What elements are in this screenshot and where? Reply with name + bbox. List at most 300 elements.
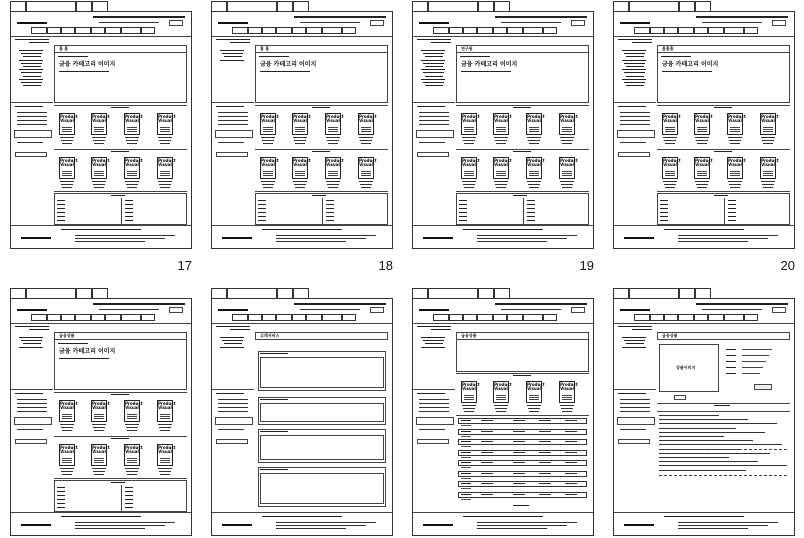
list-row[interactable] [258,212,266,213]
side-menu-item[interactable] [421,60,445,61]
product-thumbnail[interactable] [493,113,512,135]
product-thumbnail[interactable] [760,113,779,135]
product-thumbnail[interactable] [59,157,78,179]
side-menu-item[interactable] [224,343,242,344]
tab-home[interactable] [412,1,428,11]
side-menu-item[interactable] [19,347,43,348]
side-menu-item[interactable] [224,56,242,57]
list-row[interactable] [258,216,266,217]
footer-logo [624,237,654,239]
product-thumbnail[interactable] [91,157,110,179]
product-row[interactable] [458,481,587,487]
detail-text [659,415,719,416]
product-thumbnail[interactable] [157,113,176,135]
nav-item[interactable] [523,314,543,321]
form-textarea[interactable] [260,403,384,422]
nav-item[interactable] [650,27,664,34]
side-menu-item[interactable] [220,337,244,338]
product-thumbnail[interactable] [292,157,311,179]
nav-item[interactable] [47,314,61,321]
top-utility-line [294,16,386,18]
tab-breadcrumb[interactable] [26,288,76,298]
nav-item[interactable] [47,27,61,34]
nav-item[interactable] [650,314,664,321]
form-textarea[interactable] [260,357,384,388]
tab-breadcrumb[interactable] [629,1,679,11]
tab-breadcrumb[interactable] [629,288,679,298]
tab-extra[interactable] [494,288,510,298]
nav-item[interactable] [121,314,141,321]
list-row[interactable] [660,216,668,217]
side-text [620,403,650,404]
side-menu-item[interactable] [19,337,43,338]
list-row[interactable] [459,216,467,217]
nav-item[interactable] [708,27,724,34]
list-row[interactable] [57,499,65,500]
list-row[interactable] [527,216,535,217]
side-menu-item[interactable] [220,347,244,348]
product-row[interactable] [458,471,587,477]
search-box[interactable] [169,307,183,313]
list-row[interactable] [125,487,133,488]
list-row[interactable] [326,212,334,213]
list-row[interactable] [258,200,266,201]
list-row[interactable] [57,208,65,209]
nav-item[interactable] [543,314,557,321]
spec-value [742,361,766,362]
product-row[interactable] [458,460,587,466]
product-thumbnail[interactable] [124,113,143,135]
side-menu-item[interactable] [220,50,244,51]
list-row[interactable] [728,220,736,221]
nav-item[interactable] [433,27,449,34]
side-menu-item[interactable] [622,69,646,70]
product-thumbnail[interactable] [662,113,681,135]
nav-item[interactable] [276,314,292,321]
side-menu-item[interactable] [222,340,243,341]
product-thumbnail[interactable] [461,381,480,403]
list-row[interactable] [660,212,668,213]
nav-item[interactable] [507,27,523,34]
nav-item[interactable] [463,27,477,34]
nav-item[interactable] [744,27,758,34]
product-thumbnail[interactable] [124,157,143,179]
nav-item[interactable] [141,314,155,321]
side-menu-item[interactable] [423,72,444,73]
list-row[interactable] [57,204,65,205]
side-menu-item[interactable] [425,66,443,67]
nav-item[interactable] [463,314,477,321]
text-line [160,173,170,174]
product-thumbnail[interactable] [260,157,279,179]
side-input[interactable] [618,439,650,444]
nav-item[interactable] [121,27,141,34]
side-menu-item[interactable] [423,53,444,54]
list-row[interactable] [125,200,133,201]
product-thumbnail[interactable] [157,157,176,179]
list-row[interactable] [728,212,736,213]
side-menu-item[interactable] [21,340,42,341]
product-thumbnail[interactable] [559,381,578,403]
list-row[interactable] [125,503,133,504]
list-row[interactable] [728,216,736,217]
nav-item[interactable] [543,27,557,34]
product-row[interactable] [458,418,587,424]
product-thumbnail[interactable] [91,444,110,466]
side-menu-item[interactable] [624,340,645,341]
nav-item[interactable] [724,314,744,321]
product-thumbnail[interactable] [526,113,545,135]
product-row[interactable] [458,439,587,445]
product-thumbnail[interactable] [124,444,143,466]
product-thumbnail[interactable] [157,444,176,466]
product-thumbnail[interactable] [260,113,279,135]
side-menu-item[interactable] [21,72,42,73]
list-row[interactable] [258,208,266,209]
list-row[interactable] [660,220,668,221]
tab-home[interactable] [211,1,227,11]
side-menu-item[interactable] [423,82,444,83]
product-thumbnail[interactable] [760,157,779,179]
product-thumbnail[interactable] [727,157,746,179]
side-menu-item[interactable] [626,66,644,67]
side-menu-item[interactable] [421,347,445,348]
product-thumbnail[interactable] [526,381,545,403]
nav-item[interactable] [493,314,507,321]
product-thumbnail[interactable] [292,113,311,135]
list-row[interactable] [258,220,266,221]
side-menu-item[interactable] [626,85,644,86]
product-thumbnail[interactable] [124,400,143,422]
text-line [160,131,170,132]
list-row[interactable] [459,212,467,213]
tab-breadcrumb[interactable] [428,288,478,298]
side-menu-item[interactable] [626,343,644,344]
side-input[interactable] [216,439,248,444]
side-input[interactable] [417,152,449,157]
page-tabs [211,1,309,12]
tab-section[interactable] [277,1,293,11]
list-row[interactable] [125,491,133,492]
nav-item[interactable] [306,27,322,34]
list-row[interactable] [57,507,65,508]
list-row[interactable] [728,200,736,201]
tab-breadcrumb[interactable] [428,1,478,11]
nav-item[interactable] [744,314,758,321]
nav-item[interactable] [75,27,91,34]
nav-item[interactable] [678,314,694,321]
side-menu-item[interactable] [624,63,645,64]
nav-item[interactable] [91,27,105,34]
side-menu-item[interactable] [23,66,41,67]
tab-section[interactable] [76,288,92,298]
nav-item[interactable] [292,314,306,321]
list-row[interactable] [125,216,133,217]
side-menu-item[interactable] [21,53,42,54]
nav-item[interactable] [75,314,91,321]
side-menu-item[interactable] [23,343,41,344]
side-menu-item[interactable] [425,343,443,344]
side-menu-item[interactable] [21,82,42,83]
side-menu-item[interactable] [23,85,41,86]
list-row[interactable] [728,208,736,209]
nav-item[interactable] [523,27,543,34]
list-row[interactable] [125,220,133,221]
search-box[interactable] [772,307,786,313]
list-row[interactable] [459,220,467,221]
list-row[interactable] [326,216,334,217]
list-row[interactable] [57,200,65,201]
nav-item[interactable] [724,27,744,34]
list-row[interactable] [660,204,668,205]
search-box[interactable] [370,307,384,313]
list-row[interactable] [125,204,133,205]
product-thumbnail[interactable] [325,113,344,135]
side-menu-item[interactable] [21,63,42,64]
side-menu-item[interactable] [622,79,646,80]
product-row[interactable] [458,492,587,498]
nav-item[interactable] [232,314,248,321]
nav-item[interactable] [449,27,463,34]
tab-extra[interactable] [695,288,711,298]
tab-extra[interactable] [494,1,510,11]
list-row[interactable] [57,212,65,213]
side-input[interactable] [15,439,47,444]
product-thumbnail[interactable] [358,113,377,135]
side-text [218,112,248,113]
nav-item[interactable] [61,27,75,34]
list-row[interactable] [326,220,334,221]
nav-item[interactable] [322,27,342,34]
product-thumbnail[interactable] [59,400,78,422]
side-menu-item[interactable] [624,72,645,73]
list-row[interactable] [57,216,65,217]
side-menu-item[interactable] [23,56,41,57]
nav-item[interactable] [232,27,248,34]
tab-section[interactable] [679,288,695,298]
tab-extra[interactable] [92,288,108,298]
nav-item[interactable] [694,27,708,34]
product-thumbnail[interactable] [461,157,480,179]
list-row[interactable] [326,208,334,209]
tab-breadcrumb[interactable] [227,288,277,298]
nav-item[interactable] [248,314,262,321]
side-menu-item[interactable] [624,53,645,54]
list-row[interactable] [125,499,133,500]
search-box[interactable] [169,20,183,26]
product-thumbnail[interactable] [325,157,344,179]
product-row[interactable] [458,450,587,456]
nav-item[interactable] [306,314,322,321]
list-row[interactable] [57,491,65,492]
side-menu-item[interactable] [222,53,243,54]
side-menu-item[interactable] [622,50,646,51]
list-row[interactable] [459,208,467,209]
product-thumbnail[interactable] [727,113,746,135]
product-thumbnail[interactable] [559,113,578,135]
tab-extra[interactable] [695,1,711,11]
list-row[interactable] [459,204,467,205]
side-menu-item[interactable] [220,60,244,61]
product-thumbnail[interactable] [461,113,480,135]
search-box[interactable] [571,20,585,26]
list-row[interactable] [728,204,736,205]
list-row[interactable] [660,200,668,201]
side-menu-item[interactable] [425,85,443,86]
product-thumbnail[interactable] [358,157,377,179]
product-thumbnail[interactable] [91,400,110,422]
nav-item[interactable] [105,314,121,321]
tab-extra[interactable] [293,1,309,11]
list-row[interactable] [527,212,535,213]
product-thumbnail[interactable] [694,157,713,179]
section-label [714,405,730,406]
nav-item[interactable] [322,314,342,321]
side-menu-item[interactable] [626,56,644,57]
tab-home[interactable] [211,288,227,298]
side-input[interactable] [15,152,47,157]
side-menu-item[interactable] [421,50,445,51]
list-row[interactable] [125,212,133,213]
list-row[interactable] [125,495,133,496]
nav-item[interactable] [276,27,292,34]
list-row[interactable] [660,208,668,209]
list-row[interactable] [527,220,535,221]
nav-item[interactable] [342,314,356,321]
list-row[interactable] [258,204,266,205]
tab-home[interactable] [10,1,26,11]
tab-section[interactable] [277,288,293,298]
footer-line [664,229,744,230]
nav-item[interactable] [91,314,105,321]
product-thumbnail[interactable] [493,157,512,179]
footer-copy [276,522,376,523]
product-thumbnail[interactable] [526,157,545,179]
side-menu-item[interactable] [421,79,445,80]
nav-item[interactable] [507,314,523,321]
side-menu-item[interactable] [19,60,43,61]
product-thumbnail[interactable] [559,157,578,179]
nav-item[interactable] [262,314,276,321]
nav-item[interactable] [262,27,276,34]
side-menu-item[interactable] [19,69,43,70]
search-box[interactable] [571,307,585,313]
search-box[interactable] [772,20,786,26]
side-menu-item[interactable] [622,347,646,348]
side-menu-item[interactable] [622,337,646,338]
tab-home[interactable] [10,288,26,298]
product-thumbnail[interactable] [493,381,512,403]
tab-home[interactable] [613,1,629,11]
tab-breadcrumb[interactable] [227,1,277,11]
nav-item[interactable] [664,314,678,321]
cart-button[interactable] [674,395,686,400]
nav-item[interactable] [634,314,650,321]
text-line [562,127,572,128]
side-menu-item[interactable] [23,76,41,77]
side-menu-item[interactable] [19,79,43,80]
nav-item[interactable] [342,27,356,34]
list-row[interactable] [57,495,65,496]
list-row[interactable] [527,200,535,201]
list-row[interactable] [527,204,535,205]
nav-item[interactable] [694,314,708,321]
tab-extra[interactable] [92,1,108,11]
side-menu-item[interactable] [423,340,444,341]
side-menu-item[interactable] [622,60,646,61]
tab-section[interactable] [76,1,92,11]
tab-section[interactable] [478,288,494,298]
product-thumbnail[interactable] [91,113,110,135]
form-textarea[interactable] [260,435,384,460]
list-row[interactable] [57,487,65,488]
side-menu-item[interactable] [423,63,444,64]
side-input[interactable] [216,152,248,157]
list-row[interactable] [125,507,133,508]
product-thumbnail[interactable] [157,400,176,422]
list-row[interactable] [125,208,133,209]
product-thumbnail[interactable] [59,444,78,466]
product-thumbnail[interactable] [59,113,78,135]
list-row[interactable] [459,200,467,201]
list-row[interactable] [527,208,535,209]
side-menu-item[interactable] [425,56,443,57]
form-textarea[interactable] [260,473,384,504]
side-menu-item[interactable] [425,76,443,77]
tab-home[interactable] [412,288,428,298]
side-input[interactable] [417,439,449,444]
nav-item[interactable] [105,27,121,34]
nav-item[interactable] [634,27,650,34]
list-row[interactable] [326,200,334,201]
tab-home[interactable] [613,288,629,298]
side-menu-item[interactable] [626,76,644,77]
nav-item[interactable] [477,314,493,321]
nav-item[interactable] [664,27,678,34]
tab-section[interactable] [679,1,695,11]
product-thumbnail[interactable] [694,113,713,135]
nav-item[interactable] [141,27,155,34]
nav-item[interactable] [708,314,724,321]
nav-item[interactable] [678,27,694,34]
tab-breadcrumb[interactable] [26,1,76,11]
nav-item[interactable] [248,27,262,34]
product-row[interactable] [458,429,587,435]
nav-item[interactable] [31,314,47,321]
nav-item[interactable] [449,314,463,321]
side-menu-item[interactable] [624,82,645,83]
caption-line [263,143,273,144]
list-row[interactable] [57,220,65,221]
list-row[interactable] [57,503,65,504]
nav-item[interactable] [31,27,47,34]
nav-item[interactable] [433,314,449,321]
nav-item[interactable] [493,27,507,34]
tab-extra[interactable] [293,288,309,298]
side-input[interactable] [618,152,650,157]
side-menu-item[interactable] [421,69,445,70]
side-menu-item[interactable] [19,50,43,51]
nav-item[interactable] [292,27,306,34]
side-menu-item[interactable] [421,337,445,338]
nav-item[interactable] [477,27,493,34]
nav-item[interactable] [61,314,75,321]
search-box[interactable] [370,20,384,26]
list-row[interactable] [326,204,334,205]
product-thumbnail[interactable] [662,157,681,179]
tab-section[interactable] [478,1,494,11]
buy-button[interactable] [754,384,772,390]
